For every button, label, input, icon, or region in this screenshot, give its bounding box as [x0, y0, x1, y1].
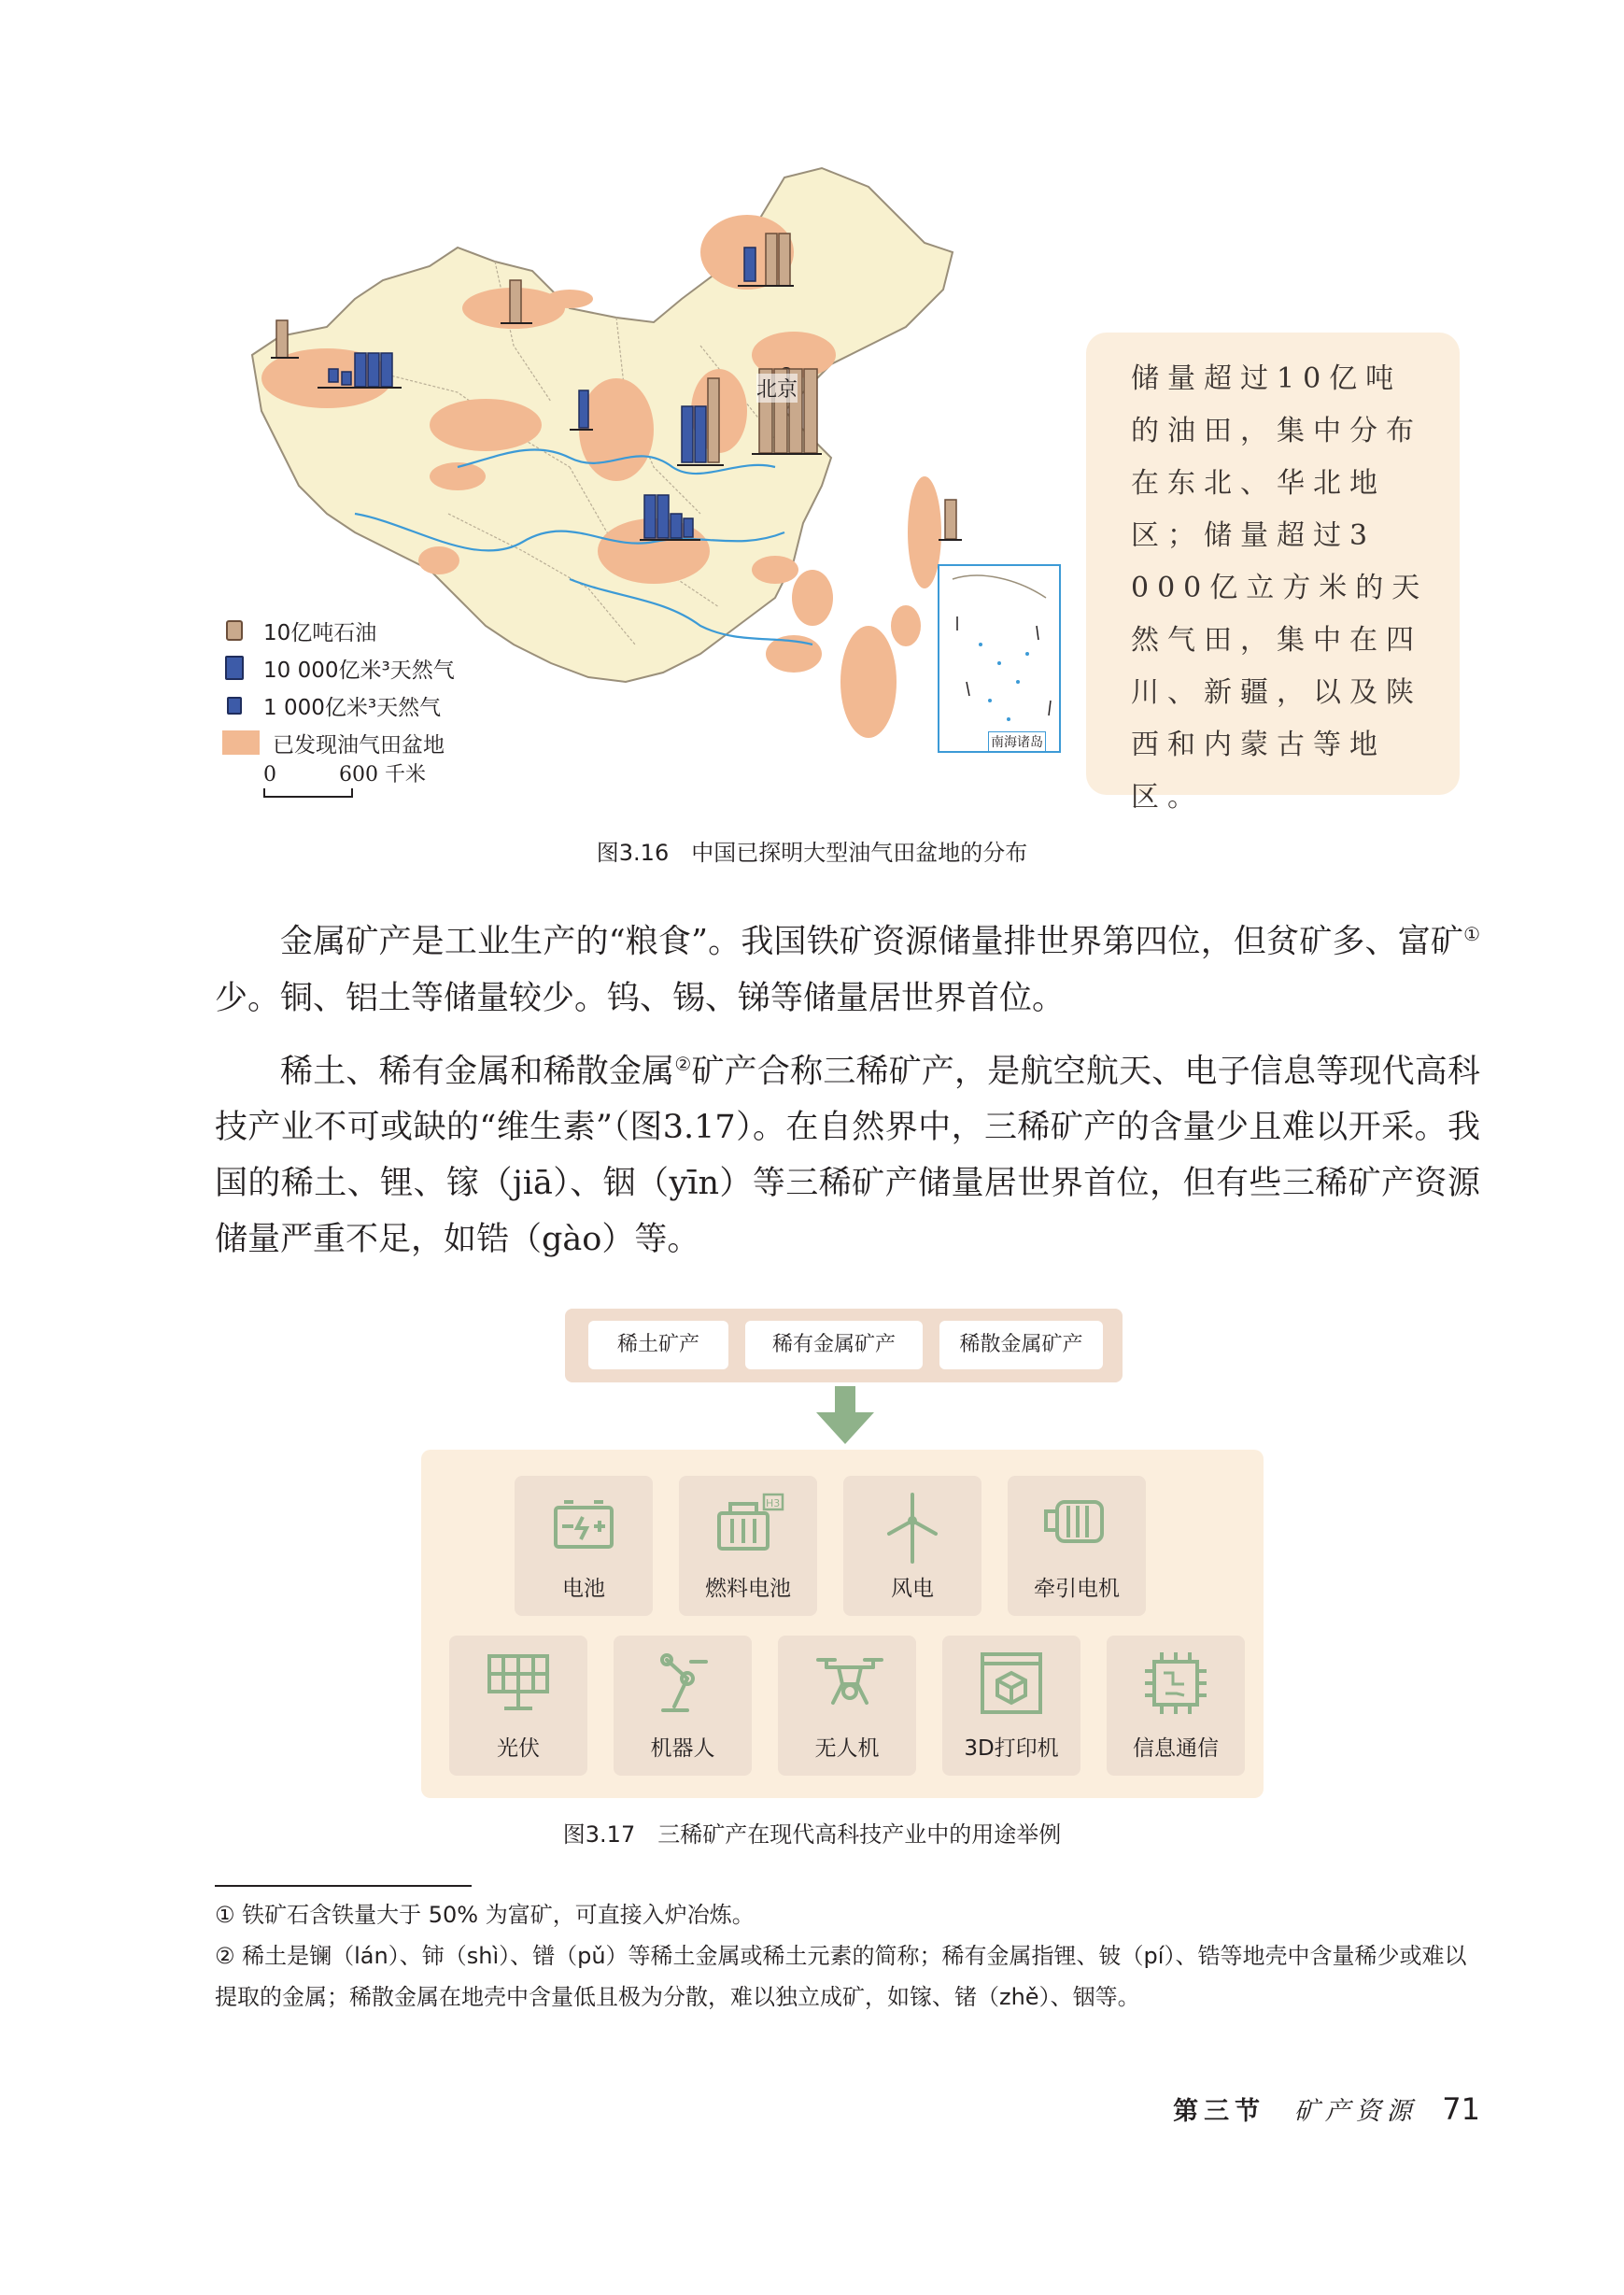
tile-label: 光伏 [497, 1736, 540, 1761]
footer-chapter: 矿产资源 [1293, 2097, 1418, 2126]
fuel-cell-icon [715, 1491, 790, 1556]
tile-fuel-cell [679, 1476, 817, 1616]
legend-item-oil [222, 612, 530, 649]
footnotes [215, 1894, 1480, 2018]
legend-label: 10亿吨石油 [263, 620, 377, 645]
scale-zero: 0 [263, 763, 276, 786]
basin-swatch [222, 730, 260, 755]
tile-label: 燃料电池 [705, 1577, 791, 1601]
map-note-box [1086, 333, 1460, 814]
figure-caption-3-17: 图3.17 三稀矿产在现代高科技产业中的用途举例 [562, 1821, 1062, 1848]
solar-panel-icon [486, 1650, 551, 1716]
page-footer [1158, 2090, 1480, 2127]
oil-barrel-icon [226, 620, 243, 641]
tile-label: 机器人 [650, 1736, 715, 1761]
paragraph-metal: 金属矿产是工业生产的“粮食”。我国铁矿资源储量排世界第四位，但贫矿多、富矿①少。铜、铝土等储量较少。钨、锡、锑等储量居世界首位。 [215, 923, 1480, 1017]
paragraph-rare-minerals: 稀土、稀有金属和稀散金属②矿产合称三稀矿产，是航空航天、电子信息等现代高科技产业不可或缺的“维生素”（图3.17）。在自然界中，三稀矿产的含量少且难以开采。我国的稀土、锂、镓（jiā）、铟（yīn）等三稀矿产储量居世界首位，但有些三稀矿产资源储量严重不足，如锆（gào）等。 [215, 1052, 1480, 1259]
tile-photovoltaic [449, 1636, 587, 1776]
tile-label: 信息通信 [1133, 1736, 1219, 1761]
pill-scattered-metal: 稀散金属矿产 [939, 1321, 1103, 1369]
mineral-types-box [565, 1309, 1123, 1382]
legend-item-gas-small [222, 687, 530, 724]
footnote-ref-2[interactable]: ② [674, 1052, 692, 1075]
legend-item-basin [222, 724, 530, 761]
gas-tank-small-icon [227, 697, 242, 715]
footer-section: 第三节 [1173, 2097, 1266, 2126]
tile-label: 3D打印机 [964, 1736, 1059, 1761]
page-number: 71 [1442, 2091, 1480, 2127]
scale-bar [263, 788, 353, 798]
tile-communication [1107, 1636, 1245, 1776]
tile-label: 电池 [562, 1577, 605, 1601]
drone-icon [814, 1650, 885, 1716]
robot-arm-icon [650, 1650, 715, 1716]
tile-label: 牵引电机 [1034, 1577, 1120, 1601]
legend-label: 1 000亿米³天然气 [263, 695, 442, 720]
map-scale [263, 758, 426, 787]
tile-label: 风电 [891, 1577, 934, 1601]
map-note-text: 储量超过10亿吨的油田，集中分布在东北、华北地区；储量超过3 000亿立方米的天然气田，集中在四川、新疆，以及陕西和内蒙古等地区。 [1131, 362, 1429, 814]
gas-tank-large-icon [225, 656, 244, 680]
tile-label: 无人机 [814, 1736, 880, 1761]
3d-printer-icon [979, 1650, 1044, 1716]
map-legend [222, 612, 530, 761]
legend-item-gas-large [222, 649, 530, 687]
tile-battery [515, 1476, 653, 1616]
arrow-down-icon [812, 1386, 878, 1446]
wind-turbine-icon [880, 1491, 945, 1565]
traction-motor-icon [1044, 1491, 1113, 1556]
tile-wind [843, 1476, 981, 1616]
fuel-cell-badge: H3 [766, 1497, 781, 1509]
scale-distance: 600 千米 [339, 763, 426, 786]
legend-label: 已发现油气田盆地 [273, 732, 445, 758]
inset-label: 南海诸岛 [988, 731, 1046, 752]
footnote-ref-1[interactable]: ① [1463, 923, 1480, 945]
tile-3d-printer [942, 1636, 1080, 1776]
tile-robot [614, 1636, 752, 1776]
south-china-sea-inset [939, 565, 1060, 752]
applications-box [421, 1450, 1264, 1798]
figure-caption-3-16: 图3.16 中国已探明大型油气田盆地的分布 [596, 840, 1028, 866]
pill-rare-metal: 稀有金属矿产 [745, 1321, 923, 1369]
tile-drone [778, 1636, 916, 1776]
battery-icon [551, 1491, 616, 1556]
pill-rare-earth: 稀土矿产 [588, 1321, 728, 1369]
tile-traction-motor [1008, 1476, 1146, 1616]
footnote-2: ② 稀土是镧（lán）、铈（shì）、镨（pǔ）等稀土金属或稀土元素的简称；稀有金属指锂、铍（pí）、锆等地壳中含量稀少或难以提取的金属；稀散金属在地壳中含量低且极为分散，难以独立成矿，如镓、锗（zhě）、铟等。 [215, 1943, 1467, 2010]
legend-label: 10 000亿米³天然气 [263, 658, 455, 683]
footnote-1: ① 铁矿石含铁量大于 50% 为富矿，可直接入炉冶炼。 [215, 1902, 755, 1928]
beijing-label: 北京 [756, 374, 798, 403]
chip-icon [1143, 1650, 1208, 1716]
body-text [215, 906, 1480, 1268]
footnote-divider [215, 1885, 472, 1887]
